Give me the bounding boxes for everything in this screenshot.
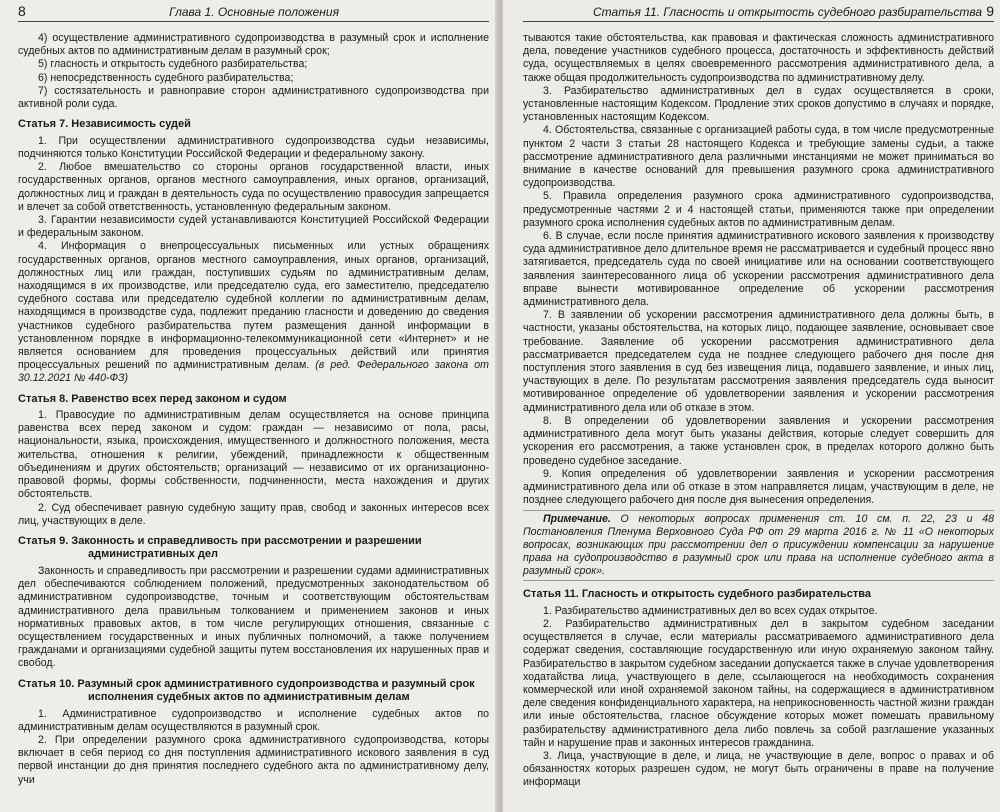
article-11-heading: Статья 11. Гласность и открытость судебного разбирательства — [523, 588, 872, 601]
right-page-number: 9 — [986, 3, 994, 19]
note-text: О некоторых вопросах применения ст. 10 см. п. 22, 23 и 48 Постановления Пленума Верховного Суда РФ от 29 марта 2016 г. № 11 «О некоторых вопросах, возникающих при рассмотрении дел о присуждении компенсации за нарушение права на судопроизводство в разумный срок или права на исполнение судебного акта в разумный срок». — [523, 513, 994, 578]
left-page-number: 8 — [18, 3, 26, 19]
article-10-part-1: 1. Административное судопроизводство и исполнение судебных актов по административным делам осуществляются в разумный срок. — [18, 707, 489, 733]
article-10-part-6: 6. В случае, если после принятия административного искового заявления к производству суда административное дело длительное время не рассматривается и судебный процесс явно затягивается, председатель суда по своей инициативе или на основании соответствующего заявления заинтересованного лица об ускорении рассмотрения административного дела вправе вынести мотивированное определение об ускорении рассмотрения административного дела. — [523, 230, 994, 309]
left-page — [0, 0, 497, 812]
article-8-part-1: 1. Правосудие по административным делам осуществляется на основе принципа равенства всех перед законом и судом: граждан — независимо от пола, расы, национальности, языка, происхождения, имущественного и должностного положения, места жительства, отношения к религии, убеждений, принадлежности к общественным объединениям и других обстоятельств; организаций — независимо от их организационно-правовой формы, формы собственности, подчиненности, места нахождения и других обстоятельств. — [18, 409, 489, 501]
right-running-title: Статья 11. Гласность и открытость судебного разбирательства — [593, 5, 983, 19]
right-running-header — [523, 0, 994, 22]
article-10-continuation: тываются такие обстоятельства, как правовая и фактическая сложность административного дела, поведение участников судебного процесса, достаточность и эффективность действий суда, осуществляемых в целях своевременного рассмотрения административного дела, а также общая продолжительность судопроизводства по административному делу. — [523, 32, 994, 84]
article-10-part-7: 7. В заявлении об ускорении рассмотрения административного дела должны быть, в частности, указаны обстоятельства, на которых лицо, подающее заявление, основывает свое требование. Заявление об ускорении рассмотрения административного дела рассматривается председателем суда не позднее следующего рабочего дня после дня поступления этого заявления в суд без извещения лица, подавшего заявление, и иных лиц, участвующих в деле. По результатам рассмотрения заявления председатель суда выносит мотивированное определение об удовлетворении заявления и ускорении рассмотрения административного дела или об отказе в этом. — [523, 309, 994, 414]
article-10-part-2: 2. При определении разумного срока административного судопроизводства, которы включает в себя период со дня поступления административного искового заявления в суд первой инстанции до дня принятия последнего судебного акта по административному делу, учи — [18, 733, 489, 786]
article-10-part-4: 4. Обстоятельства, связанные с организацией работы суда, в том числе предусмотренные пунктом 2 части 3 статьи 28 настоящего Кодекса и требующие замены судьи, а также рассмотрение административного дела различными инстанциями не может приниматься во внимание в качестве оснований для превышения разумного срока административного судопроизводства. — [523, 124, 994, 190]
list-item: 7) состязательность и равноправие сторон административного судопроизводства при активной роли суда. — [18, 84, 489, 111]
article-10-part-5: 5. Правила определения разумного срока административного судопроизводства, предусмотренные частями 2 и 4 настоящей статьи, применяются также при определении разумного срока исполнения судебных актов по административным делам. — [523, 190, 994, 229]
article-10-heading: Статья 10. Разумный срок административного судопроизводства и разумный срок исполнения судебных актов по административным делам — [18, 677, 475, 704]
article-7-part-1: 1. При осуществлении административного судопроизводства судьи независимы, подчиняются только Конституции Российской Федерации и федеральному закону. — [18, 134, 489, 160]
article-8-part-2: 2. Суд обеспечивает равную судебную защиту прав, свобод и законных интересов всех лиц, участвующих в деле. — [18, 501, 489, 527]
left-running-header — [18, 0, 489, 22]
article-7-part-4 — [18, 240, 489, 385]
list-item: 5) гласность и открытость судебного разбирательства; — [38, 58, 308, 71]
article-11-part-2: 2. Разбирательство административных дел в закрытом судебном заседании осуществляется в случае, если материалы рассматриваемого административного дела содержат сведения, составляющие государственную или иную охраняемую законом тайну. Разбирательство в закрытом судебном заседании допускается также в случае удовлетворения ходатайства лица, участвующего в деле, ссылающегося на необходимость сохранения коммерческой или иной охраняемой законом тайны, на содержащиеся в административном деле сведения конфиденциального характера, на неприкосновенность частной жизни граждан или иные обстоятельства, гласное обсуждение которых может помешать правильному разбирательству административного дела либо повлечь за собой разглашение указанных тайн и нарушение прав и законных интересов гражданина. — [523, 618, 994, 749]
article-10-part-9: 9. Копия определения об удовлетворении заявления и ускорении рассмотрения административного дела или об отказе в этом направляется лицам, участвующим в деле, не позднее следующего рабочего дня после дня вынесения определения. — [523, 467, 994, 507]
article-9-heading: Статья 9. Законность и справедливость при рассмотрении и разрешении административных дел — [18, 534, 422, 561]
amendment-reference: (в ред. Федерального закона от 30.12.2021 № 440-ФЗ) — [18, 359, 489, 385]
note-label: Примечание. — [543, 513, 611, 526]
article-10-part-8: 8. В определении об удовлетворении заявления и ускорении рассмотрения административного дела могут быть указаны действия, которые следует совершить для ускорения его рассмотрения, а также установлен срок, в пределах которого должно быть проведено судебное заседание. — [523, 414, 994, 467]
article-11-part-3: 3. Лица, участвующие в деле, и лица, не участвующие в деле, вопрос о правах и об обязанностях которых разрешен судом, не могут быть ограничены в праве на получение информаци — [523, 750, 994, 789]
article-11-part-1: 1. Разбирательство административных дел во всех судах открытое. — [543, 604, 878, 617]
list-item: 6) непосредственность судебного разбирательства; — [38, 71, 294, 84]
article-7-part-3: 3. Гарантии независимости судей устанавливаются Конституцией Российской Федерации и федеральным законом. — [18, 213, 489, 240]
left-running-title: Глава 1. Основные положения — [169, 5, 339, 19]
article-7-heading: Статья 7. Независимость судей — [18, 118, 191, 131]
article-10-part-3: 3. Разбирательство административных дел в судах осуществляется в сроки, установленные настоящим Кодексом. Продление этих сроков допустимо в случаях и порядке, установленных настоящим Кодексом. — [523, 84, 994, 124]
article-9-text: Законность и справедливость при рассмотрении и разрешении судами административных дел обеспечиваются соблюдением положений, предусмотренных законодательством об административном судопроизводстве, точным и соответствующим обстоятельствам административного дела правильным толкованием и применением законов и иных нормативных правовых актов, в том числе регулирующих отношения, связанные с осуществлением государственных и иных публичных полномочий, а также получением гражданами и организациями судебной защиты путем восстановления их нарушенных прав и свобод. — [18, 564, 489, 670]
article-7-part-2: 2. Любое вмешательство со стороны органов государственной власти, иных государственных органов, органов местного самоуправления, иных органов, организаций, должностных лиц и граждан в деятельность суда по осуществлению правосудия запрещается и влечет за собой ответственность, установленную федеральным законом. — [18, 161, 489, 213]
right-page — [503, 0, 1000, 812]
list-item: 4) осуществление административного судопроизводства в разумный срок и исполнение судебных актов по административным делам в разумный срок; — [18, 32, 489, 58]
article-10-note — [523, 510, 994, 581]
article-7-part-4-text: 4. Информация о внепроцессуальных письменных или устных обращениях государственных органов, органов местного самоуправления, иных органов, организаций, должностных лиц или граждан, поступивших судьям по административным делам, находящимся в их производстве, или председателю суда, его заместителю, председателю судебного состава или председателю судебной коллегии по административным делам, находящимся в производстве суда, подлежит преданию гласности и доведению до сведения участников судебного разбирательства путем размещения данной информации в установленном порядке в информационно-телекоммуникационной сети «Интернет» и не является основанием для проведения процессуальных действий или принятия процессуальных решений по административным делам. — [18, 240, 489, 372]
article-8-heading: Статья 8. Равенство всех перед законом и судом — [18, 392, 287, 405]
